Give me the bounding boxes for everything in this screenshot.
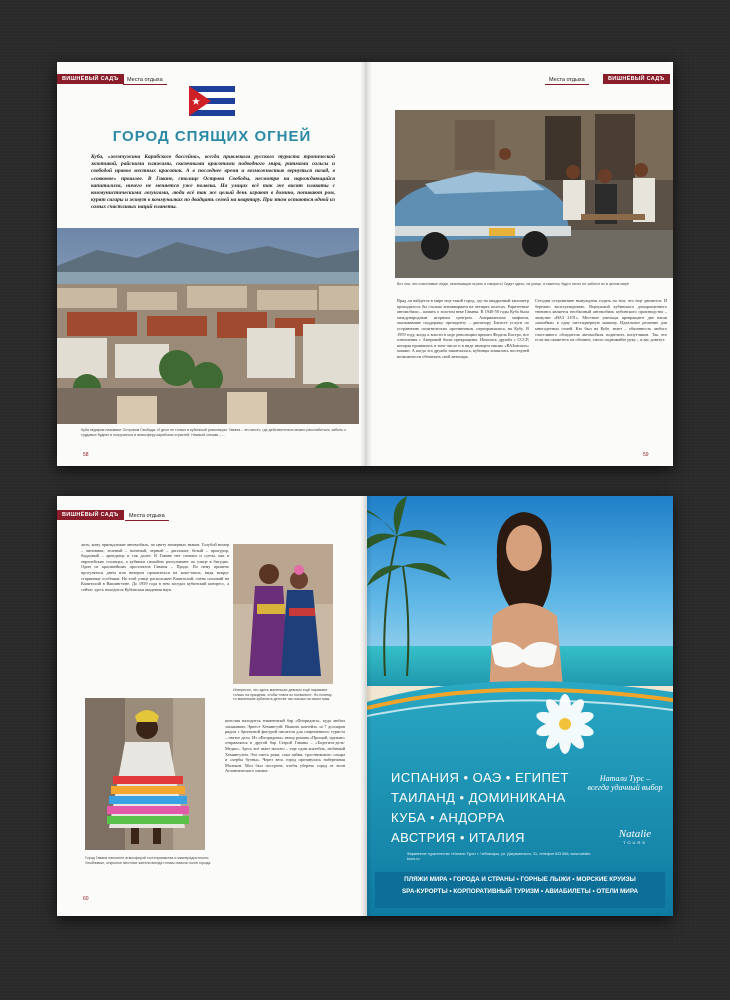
article-column-3: лить, кому принадлежит автомобиль, по цвету номерных знаков. Голубой номер – чиновник, зеленый – военный, черный – дипломат, белый – прокурор, бордовый – арендатор и так далее. В Гаване нет спешки и суеты, как в европейских столицах, а кубинки спокойно разгуливают по улице в бигудях. Один из красивейших проспектов Гаваны – Прадо. По нему приятно прогуляться днем или вечером прокатиться на кокo-такси, видя вокруг старинные особняки. На этой улице расположен Капитолий, очень похожий на Капитолий в Вашингтоне. До 1959 года в нем заседал кубинский конгресс, а сейчас здесь находится Кубинская академия наук. bbox=[81, 542, 229, 592]
havana-city-photo bbox=[57, 228, 359, 424]
page-number-left: 58 bbox=[83, 452, 89, 458]
cuba-flag-icon bbox=[189, 86, 235, 116]
rubric-label: Места отдыха bbox=[123, 76, 167, 85]
ad-services-line-2: SPA-КУРОРТЫ • КОРПОРАТИВНЫЙ ТУРИЗМ • АВИАБИЛЕТЫ • ОТЕЛИ МИРА bbox=[401, 888, 639, 895]
cuban-girls-photo bbox=[233, 544, 333, 684]
ad-brand-name: Natalie bbox=[618, 828, 652, 840]
section-tag: ВИШНЁВЫЙ САДЪ bbox=[57, 74, 124, 84]
page-number-left-2: 60 bbox=[83, 896, 89, 902]
havana-woman-photo bbox=[85, 698, 205, 850]
woman-photo-caption: Город Гавана наполнен атмосферой гостеприимства и жизнерадостности. Улыбчивые, открытые местные жители всегда готовы помочь гостю города. bbox=[85, 856, 212, 865]
rubric-label: Места отдыха bbox=[125, 512, 169, 521]
section-tag: ВИШНЁВЫЙ САДЪ bbox=[57, 510, 124, 520]
ad-destinations-line-3: КУБА • АНДОРРА bbox=[391, 810, 505, 825]
ad-slogan-line-2: всегда удачный выбор bbox=[587, 783, 663, 792]
ad-slogan-line-1: Натали Турс – bbox=[599, 774, 651, 783]
magazine-spread-bottom bbox=[57, 496, 673, 916]
ad-slogan bbox=[583, 774, 667, 792]
magazine-spread-top bbox=[57, 62, 673, 466]
section-tag-right: ВИШНЁВЫЙ САДЪ bbox=[603, 74, 670, 84]
article-column-2: Сегодня островитяне вынуждены ездить на том, что еще движется. И бережно эксплуатировать. Верхушкой кубинского доморощенного тюнинга является необычный автомобиль кубинского производства – лимузин «ВАЗ 2101». Местные умельцы превращают две наши «копейки» в одну шестидверную машину. Идеальное решение для многодетных семей. Кто был на Кубе, знает – обязанность любого счастливого обладателя автомобиля подвозить попутчиков. Так что если вы окажетесь на обочине, смело поднимайте руку – и вас довезут. bbox=[535, 298, 667, 343]
city-photo-caption: Куба недаром называют Островом Свободы. И дело не только в кубинской революции. Гавана – это место, где действительно можно расслабиться, забыть о трудовых буднях и погрузиться в атмосферу карибских страстей. Никакой спешки – ... bbox=[81, 428, 347, 437]
havana-street-cars-photo bbox=[395, 110, 673, 278]
spread-gutter bbox=[360, 62, 372, 466]
street-photo-caption: Вот они, эти счастливые люди, неспешащие играть и говорить! Сидят здесь, на улице, и кажется, будто ничто не заботит их в целом мире bbox=[397, 282, 629, 286]
article-lead: Куба, «жемчужина Карибского бассейна», всегда привлекала русского туриста тропической экзотикой, райскими пляжами, сказочными красотами подводного мира, ритмами сальсы и свободой нравов местных красоток. А в последнее время и возможностью вернуться назад, в «совковое» прошлое. В Гаване, столице Острова Свободы, несмотря на нарождающийся капитализм, ничего не меняется уже полвека. На улицах всё так же висят плакаты с коммунистическими лозунгами, люди всё так же целый день играют в домино, попивают ром, курят сигары и живут в коммуналках по двадцать семей на квартиру. При этом остаются одной из самых счастливых наций планеты. bbox=[91, 154, 335, 211]
ad-destinations-line-4: АВСТРИЯ • ИТАЛИЯ bbox=[391, 830, 526, 845]
spread-gutter bbox=[360, 496, 372, 916]
article-title: ГОРОД СПЯЩИХ ОГНЕЙ bbox=[112, 128, 312, 145]
ad-services-line-1: ПЛЯЖИ МИРА • ГОРОДА И СТРАНЫ • ГОРНЫЕ ЛЫЖИ • МОРСКИЕ КРУИЗЫ bbox=[404, 876, 636, 883]
ad-destinations-line-2: ТАИЛАНД • ДОМИНИКАНА bbox=[391, 790, 566, 805]
ad-contact-info: Фирменное турагентство «Натали Турс» г. Чебоксары, ул. Дзержинского, 31, телефон 623 666, www.natalie-tours.ru bbox=[407, 852, 592, 861]
ad-brand-sub: TOURS bbox=[623, 840, 647, 845]
article-column-4: питолия находится знаменитый бар «Флоридита», куда любил захаживать Эрнест Хемингуэй. Выпить коктейль за 7 долларов рядом с бронзовой фигурой писателя для современного туриста – святое дело. Из «Флоридиты» автор романа «Прощай, оружие» отправлялся в другой бар Старой Гаваны – «Бодегита-дель-Медио». Здесь всё пьют мохито – еще один коктейль, любимый Хемингуэем. Эта смесь рома, сока лайма, тростникового сахара и «хербы буэны». Через весь город протянулась набережная Малекон. Мол был построен, чтобы уберечь город от волн Атлантического океана. bbox=[225, 718, 345, 774]
ad-brand-logo bbox=[603, 828, 667, 845]
page-number-right: 59 bbox=[643, 452, 649, 458]
article-column-1: Вряд ли найдется в мире еще такой город, где на квадратный километр приходилось бы столько антиквариата на четырех колесах. Раритетные автомобили – память о золотом веке Гаваны. В 1940-50 годы Куба была международным игорным центром. Американские мафиози, оказывавшие поддержку президенту – диктатору Батисте услуги по устранению политических противников, переправлялись на Кубу. В 1959 году, когда к власти в ходе революции пришел Фидель Кастро, все отношения с Америкой были прекращены. Началась дружба с СССР, которая проявилась в тоне числе и в виде импорта наших «ВАЗовских» машин. А когда эта дружба закончилась, кубинцы лишились последней возможности обновлять свой автопарк. bbox=[397, 298, 529, 359]
travel-advertisement bbox=[367, 496, 673, 916]
girls-photo-caption: Интересно, что здесь маленьких девочек ещё наряжают только на праздник, чтобы «папа их похвалил». Но почему-то маленькие кубинки в детстве так похожи на своих мам. bbox=[233, 688, 333, 702]
rubric-label-right: Места отдыха bbox=[545, 76, 589, 85]
ad-destinations-line-1: ИСПАНИЯ • ОАЭ • ЕГИПЕТ bbox=[391, 770, 569, 785]
